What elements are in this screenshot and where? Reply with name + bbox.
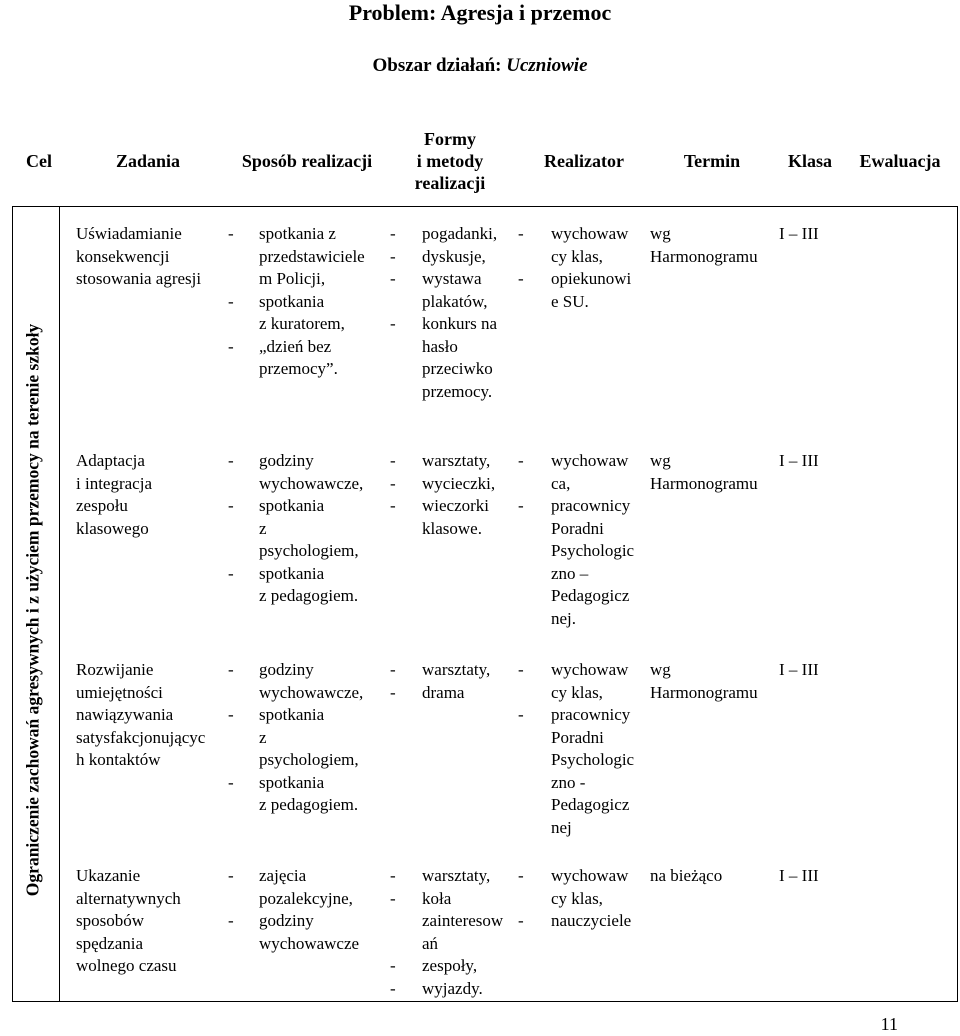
formy-line: warsztaty,: [422, 866, 491, 885]
bullet-dash: -: [518, 660, 524, 679]
sposob-line: z kuratorem,: [259, 314, 345, 333]
bullet-dash: -: [518, 911, 524, 930]
realizator-line: opiekunowi: [551, 269, 632, 288]
sposob-line: z: [259, 518, 267, 538]
formy-line: klasowe.: [422, 518, 482, 538]
termin-line: Harmonogramu: [650, 246, 758, 266]
zadania-line: alternatywnych: [76, 888, 181, 908]
sposob-line: psychologiem,: [259, 541, 359, 560]
klasa-value: I – III: [779, 451, 819, 470]
formy-line: wieczorki: [422, 496, 490, 515]
sposob-line: z pedagogiem.: [259, 586, 359, 605]
formy-line: konkurs na: [422, 314, 498, 333]
sposob-line: przemocy”.: [259, 359, 338, 378]
bullet-dash: -: [390, 956, 396, 975]
bullet-dash: -: [390, 246, 396, 266]
formy-line: warsztaty,: [422, 451, 491, 470]
formy-line: plakatów,: [422, 291, 488, 311]
bullet-dash: -: [228, 451, 234, 470]
page-number: 11: [880, 1014, 898, 1034]
bullet-dash: -: [518, 269, 524, 288]
bullet-dash: -: [390, 269, 396, 288]
zadania-line: klasowego: [76, 518, 149, 538]
formy-line: przeciwko: [422, 359, 493, 378]
termin-line: na bieżąco: [650, 866, 723, 885]
termin-line: wg: [650, 451, 671, 470]
termin-line: Harmonogramu: [650, 682, 758, 702]
header-ewaluacja: Ewaluacja: [859, 151, 941, 171]
bullet-dash: -: [228, 660, 234, 679]
header-formy-line: realizacji: [414, 173, 486, 193]
header-formy-line: Formy: [424, 129, 476, 149]
sposob-line: pozalekcyjne,: [259, 888, 353, 908]
realizator-line: Psychologic: [551, 750, 635, 769]
termin-line: wg: [650, 660, 671, 679]
formy-line: przemocy.: [422, 381, 493, 401]
zadania-line: zespołu: [76, 496, 128, 515]
sposob-line: wychowawcze,: [259, 682, 364, 702]
zadania-line: h kontaktów: [76, 750, 161, 769]
bullet-dash: -: [228, 705, 234, 724]
zadania-line: konsekwencji: [76, 246, 170, 266]
realizator-line: cy klas,: [551, 888, 603, 908]
realizator-line: wychowaw: [551, 660, 629, 679]
sposob-line: wychowawcze,: [259, 473, 364, 493]
zadania-line: wolnego czasu: [76, 956, 177, 975]
realizator-line: Pedagogicz: [551, 795, 630, 814]
bullet-dash: -: [390, 888, 396, 908]
realizator-line: wychowaw: [551, 224, 629, 243]
zadania-line: Uświadamianie: [76, 224, 182, 243]
bullet-dash: -: [518, 866, 524, 885]
zadania-line: spędzania: [76, 933, 144, 953]
sposob-line: godziny: [259, 451, 314, 470]
klasa-value: I – III: [779, 660, 819, 679]
realizator-line: nauczyciele: [551, 911, 632, 930]
bullet-dash: -: [228, 911, 234, 930]
sposob-line: „dzień bez: [259, 336, 332, 356]
formy-line: hasło: [422, 336, 458, 356]
table-bottom-border: [12, 1001, 958, 1002]
formy-line: pogadanki,: [422, 224, 498, 243]
header-termin: Termin: [683, 151, 741, 171]
realizator-line: wychowaw: [551, 866, 629, 885]
zadania-line: Ukazanie: [76, 866, 141, 885]
formy-line: koła: [422, 888, 452, 908]
realizator-line: nej.: [551, 608, 577, 628]
bullet-dash: -: [390, 682, 396, 702]
realizator-line: pracownicy: [551, 496, 631, 515]
bullet-dash: -: [390, 866, 396, 885]
bullet-dash: -: [390, 660, 396, 679]
zadania-line: i integracja: [76, 473, 152, 493]
zadania-line: umiejętności: [76, 682, 163, 702]
bullet-dash: -: [518, 496, 524, 515]
klasa-value: I – III: [779, 866, 819, 885]
bullet-dash: -: [228, 496, 234, 515]
bullet-dash: -: [228, 291, 234, 311]
header-cel: Cel: [26, 151, 52, 171]
header-divider: [12, 206, 958, 207]
zadania-line: nawiązywania: [76, 705, 174, 724]
area-label: Obszar działań:: [372, 55, 507, 76]
realizator-line: wychowaw: [551, 451, 629, 470]
cel-text: Ograniczenie zachowań agresywnych i z użyciem przemocy na terenie szkoły: [22, 323, 43, 897]
table-right-border: [957, 206, 958, 1002]
formy-line: zespoły,: [422, 956, 478, 975]
realizator-line: nej: [551, 817, 572, 837]
sposob-line: spotkania: [259, 772, 325, 792]
realizator-line: pracownicy: [551, 705, 631, 724]
realizator-line: Psychologic: [551, 541, 635, 560]
sposob-line: zajęcia: [259, 866, 307, 885]
realizator-line: cy klas,: [551, 682, 603, 702]
bullet-dash: -: [390, 496, 396, 515]
bullet-dash: -: [390, 314, 396, 333]
cel-cell: [14, 217, 52, 1003]
sposob-line: godziny: [259, 911, 314, 930]
sposob-line: godziny: [259, 660, 314, 679]
bullet-dash: -: [390, 451, 396, 470]
table-left-border: [12, 206, 13, 1002]
sposob-line: m Policji,: [259, 269, 326, 288]
realizator-line: zno -: [551, 772, 586, 792]
zadania-line: Rozwijanie: [76, 660, 154, 679]
header-formy-line: i metody: [416, 151, 484, 171]
sposob-line: wychowawcze: [259, 933, 360, 953]
bullet-dash: -: [228, 772, 234, 792]
bullet-dash: -: [390, 224, 396, 243]
zadania-line: stosowania agresji: [76, 269, 202, 288]
header-sposob: Sposób realizacji: [241, 151, 373, 171]
sposob-line: spotkania: [259, 563, 325, 583]
zadania-line: Adaptacja: [76, 451, 145, 470]
formy-line: dyskusje,: [422, 246, 486, 266]
header-klasa: Klasa: [787, 151, 832, 171]
bullet-dash: -: [390, 473, 396, 493]
header-formy: [390, 128, 510, 194]
termin-line: Harmonogramu: [650, 473, 758, 493]
bullet-dash: -: [518, 705, 524, 724]
sposob-line: z: [259, 727, 267, 747]
page-title: Problem: Agresja i przemoc: [348, 0, 612, 25]
sposob-line: spotkania: [259, 291, 325, 311]
bullet-dash: -: [228, 336, 234, 356]
realizator-line: Poradni: [551, 518, 604, 538]
realizator-line: cy klas,: [551, 246, 603, 266]
sposob-line: przedstawiciele: [259, 246, 365, 266]
sposob-line: psychologiem,: [259, 750, 359, 769]
formy-line: wycieczki,: [422, 473, 496, 493]
bullet-dash: -: [228, 224, 234, 243]
realizator-line: Pedagogicz: [551, 586, 630, 605]
bullet-dash: -: [518, 451, 524, 470]
bullet-dash: -: [228, 563, 234, 583]
sposob-line: spotkania: [259, 496, 325, 515]
klasa-value: I – III: [779, 224, 819, 243]
formy-line: drama: [422, 682, 465, 702]
zadania-line: satysfakcjonującyc: [76, 727, 206, 747]
formy-line: ań: [422, 933, 439, 953]
sposob-line: z pedagogiem.: [259, 795, 359, 814]
header-zadania: Zadania: [115, 151, 181, 171]
formy-line: wystawa: [422, 269, 482, 288]
sposob-line: spotkania z: [259, 224, 336, 243]
area-subtitle: [0, 55, 960, 77]
bullet-dash: -: [518, 224, 524, 243]
header-realizator: Realizator: [544, 151, 624, 171]
formy-line: wyjazdy.: [422, 978, 483, 998]
zadania-line: sposobów: [76, 911, 145, 930]
sposob-line: spotkania: [259, 705, 325, 724]
realizator-line: zno –: [551, 563, 589, 583]
termin-line: wg: [650, 224, 671, 243]
formy-line: zainteresow: [422, 911, 504, 930]
realizator-line: ca,: [551, 473, 571, 493]
realizator-line: e SU.: [551, 291, 589, 311]
realizator-line: Poradni: [551, 727, 604, 747]
area-value: Uczniowie: [506, 55, 588, 76]
bullet-dash: -: [228, 866, 234, 885]
bullet-dash: -: [390, 978, 396, 998]
formy-line: warsztaty,: [422, 660, 491, 679]
cel-column-divider: [59, 206, 60, 1002]
